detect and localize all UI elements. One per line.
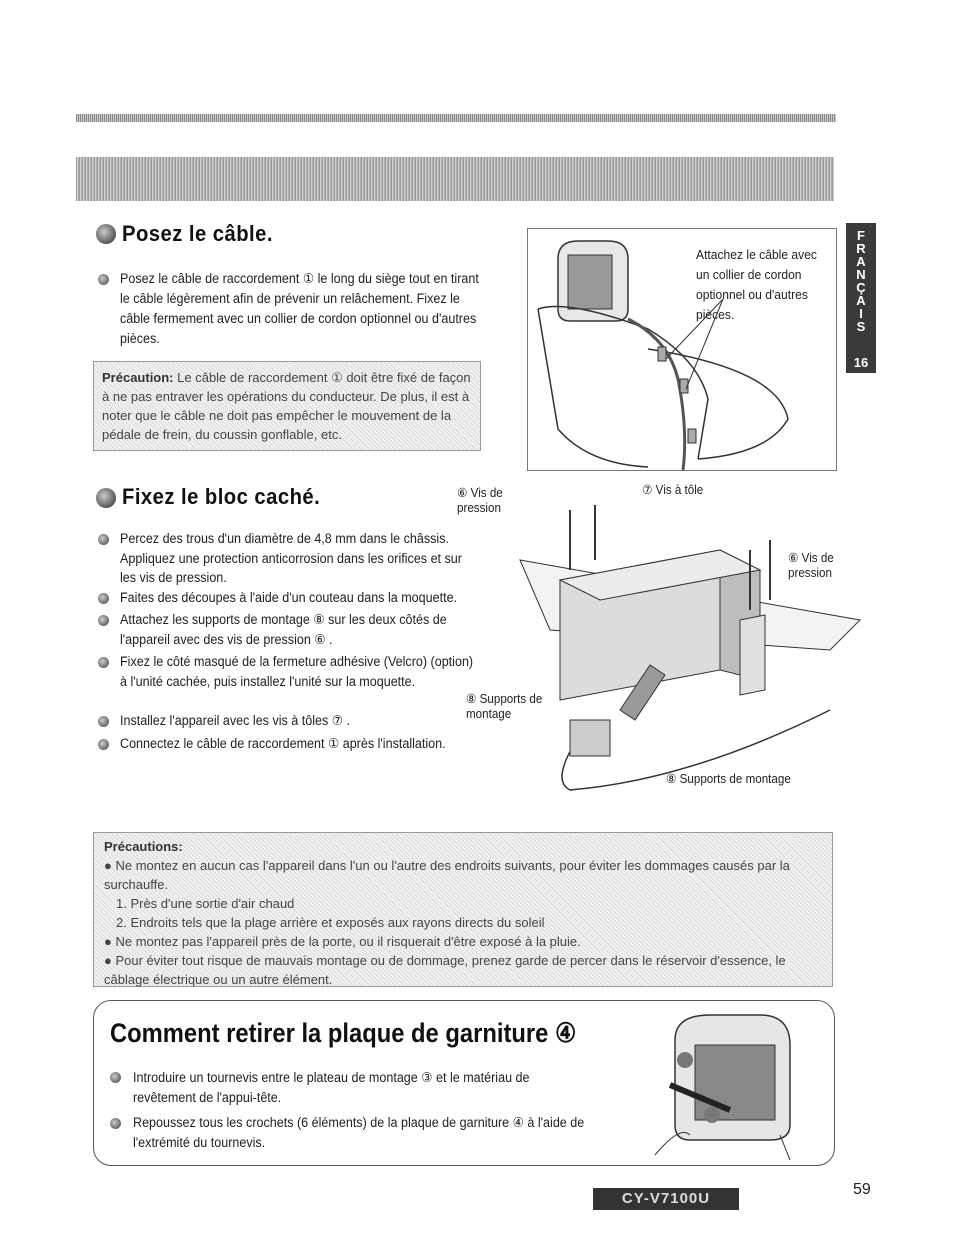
section-6-step: Attachez les supports de montage ⑧ sur les deux côtés de l'appareil avec des vis de pression ⑥ . [120, 612, 447, 647]
seat-figure-caption: Attachez le câble avec un collier de cordon optionnel ou d'autres pièces. [696, 247, 817, 322]
headrest-illustration [640, 1005, 810, 1160]
bullet-icon [110, 1072, 121, 1083]
step-6-badge-icon [96, 488, 116, 508]
section-6-step: Connectez le câble de raccordement ① après l'installation. [120, 736, 446, 751]
precaution-text: Le câble de raccordement ① doit être fixé de façon à ne pas entraver les opérations du conducteur. De plus, il est à noter que le câble ne doit pas empêcher le mouvement de la pédale de frein, du coussin gonflable, etc. [102, 370, 471, 442]
mounting-illustration [490, 480, 870, 800]
language-tab-letter: R [856, 241, 866, 256]
bullet-icon [98, 657, 109, 668]
remove-plate-title: Comment retirer la plaque de garniture ④ [110, 1018, 577, 1048]
precaution-line: ● Pour éviter tout risque de mauvais montage ou de dommage, prenez garde de percer dans le réservoir d'essence, le câblage électrique ou un autre élément. [104, 953, 786, 987]
bullet-icon [98, 716, 109, 727]
label-vis-de-pression-left: ⑥ Vis de pression [457, 486, 503, 515]
footer-model-badge: CY-V7100U [593, 1188, 739, 1210]
precaution-line: 2. Endroits tels que la plage arrière et exposés aux rayons directs du soleil [116, 915, 545, 930]
section-5-title: Posez le câble. [122, 221, 273, 246]
language-tab-letter: N [856, 267, 866, 282]
language-tab-letter: A [856, 254, 866, 269]
language-tab-letters [846, 223, 876, 333]
precaution-line: ● Ne montez pas l'appareil près de la porte, ou il risquerait d'être exposé à la pluie. [104, 934, 581, 949]
page-number: 59 [853, 1181, 871, 1198]
language-side-tab [846, 223, 876, 373]
bullet-icon [98, 593, 109, 604]
precaution-label: Précaution: [102, 370, 174, 385]
label-supports-bottom: ⑧ Supports de montage [666, 772, 791, 786]
section-6-step: Installez l'appareil avec les vis à tôles ⑦ . [120, 713, 350, 728]
header-rule [76, 114, 836, 122]
language-tab-letter: Ç [856, 280, 866, 295]
remove-step-1: Introduire un tournevis entre le plateau de montage ③ et le matériau de revêtement de l'appui-tête. [133, 1070, 530, 1105]
section-5-precaution [93, 361, 481, 451]
header-banner [76, 157, 834, 201]
section-6-step: Fixez le côté masqué de la fermeture adhésive (Velcro) (option) à l'unité cachée, puis installez l'unité sur la moquette. [120, 654, 474, 689]
language-tab-letter: S [856, 319, 866, 334]
language-tab-page: 16 [853, 355, 869, 370]
section-6-title: Fixez le bloc caché. [122, 484, 321, 509]
label-vis-de-pression-right: ⑥ Vis de pression [788, 551, 834, 580]
label-supports-left: ⑧ Supports de montage [466, 692, 543, 721]
step-5-badge-icon [96, 224, 116, 244]
language-tab-letter: I [859, 306, 863, 321]
bullet-icon [98, 274, 109, 285]
precaution-line: ● Ne montez en aucun cas l'appareil dans l'un ou l'autre des endroits suivants, pour éviter les dommages causés par la surchauffe. [104, 858, 790, 892]
precautions-box [93, 832, 833, 987]
remove-step-2: Repoussez tous les crochets (6 éléments) de la plaque de garniture ④ à l'aide de l'extrémité du tournevis. [133, 1115, 585, 1150]
language-tab-letter: A [856, 293, 866, 308]
precautions-label: Précautions: [104, 839, 183, 854]
bullet-icon [98, 615, 109, 626]
section-6-step: Percez des trous d'un diamètre de 4,8 mm dans le châssis. Appliquez une protection anticorrosion dans les orifices et sur les vis de pression. [120, 531, 462, 585]
precaution-line: 1. Près d'une sortie d'air chaud [116, 896, 295, 911]
section-6-step: Faites des découpes à l'aide d'un couteau dans la moquette. [120, 590, 458, 605]
bullet-icon [110, 1118, 121, 1129]
section-5-step-1: Posez le câble de raccordement ① le long du siège tout en tirant le câble légèrement afin de prévenir un relâchement. Fixez le câble fermement avec un collier de cordon optionnel ou d'autres pièces. [120, 271, 479, 346]
label-vis-a-tole: ⑦ Vis à tôle [642, 483, 704, 497]
precautions-lines [104, 856, 822, 989]
bullet-icon [98, 739, 109, 750]
bullet-icon [98, 534, 109, 545]
language-tab-letter: F [857, 228, 865, 243]
